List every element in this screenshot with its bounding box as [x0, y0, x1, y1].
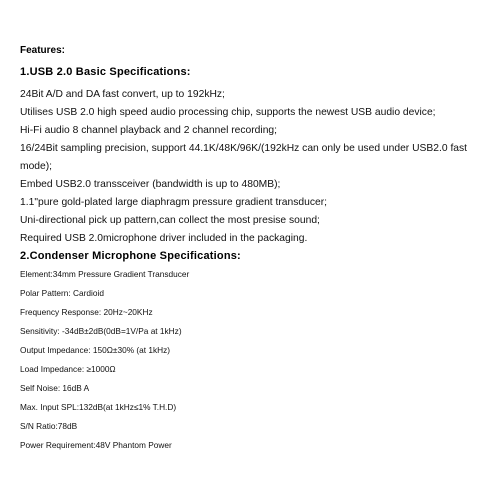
usb-spec-item: Required USB 2.0microphone driver included in the packaging. [20, 233, 308, 244]
mic-spec-list [20, 270, 490, 460]
usb-spec-item: Uni-directional pick up pattern,can collect the most presise sound; [20, 215, 320, 226]
usb-spec-list [20, 86, 492, 248]
usb-spec-item: Hi-Fi audio 8 channel playback and 2 channel recording; [20, 125, 278, 136]
usb-spec-title: 1.USB 2.0 Basic Specifications: [20, 66, 191, 78]
mic-spec-item: Frequency Response: 20Hz~20KHz [20, 307, 153, 317]
mic-spec-item: Sensitivity: -34dB±2dB(0dB=1V/Pa at 1kHz) [20, 326, 182, 336]
features-heading: Features: [20, 45, 66, 56]
mic-spec-item: S/N Ratio:78dB [20, 421, 78, 431]
mic-spec-title: 2.Condenser Microphone Specifications: [20, 250, 241, 262]
usb-spec-item: 1.1"pure gold-plated large diaphragm pressure gradient transducer; [20, 197, 328, 208]
usb-spec-item: 24Bit A/D and DA fast convert, up to 192kHz; [20, 89, 225, 100]
mic-spec-item: Load Impedance: ≥1000Ω [20, 364, 116, 374]
mic-spec-item: Element:34mm Pressure Gradient Transducer [20, 269, 190, 279]
mic-spec-item: Self Noise: 16dB A [20, 383, 90, 393]
mic-spec-item: Power Requirement:48V Phantom Power [20, 440, 172, 450]
mic-spec-item: Max. Input SPL:132dB(at 1kHz≤1% T.H.D) [20, 402, 177, 412]
usb-spec-item: Utilises USB 2.0 high speed audio processing chip, supports the newest USB audio device; [20, 107, 436, 118]
mic-spec-item: Polar Pattern: Cardioid [20, 288, 104, 298]
usb-spec-item: 16/24Bit sampling precision, support 44.1K/48K/96K/(192kHz can only be used under USB2.0 fast mode); [20, 143, 468, 172]
usb-spec-item: Embed USB2.0 transsceiver (bandwidth is up to 480MB); [20, 179, 281, 190]
mic-spec-item: Output Impedance: 150Ω±30% (at 1kHz) [20, 345, 171, 355]
